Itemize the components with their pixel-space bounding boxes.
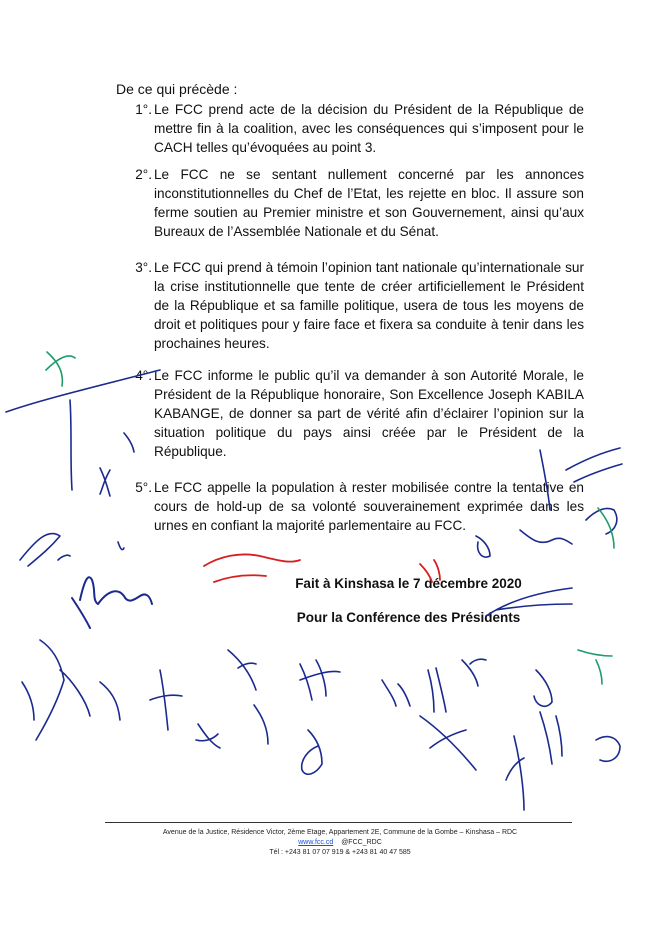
point-text: Le FCC qui prend à témoin l’opinion tant nationale qu’internationale sur la crise institutionnelle que tente de créer artificiellement le Président de la République et sa famille politique, usera de tous les moyens de droit et politiques pour y faire face et fixera sa conduite à tenir dans les prochaines heures. xyxy=(154,260,584,351)
point-text: Le FCC appelle la population à rester mobilisée contre la tentative en cours de hold-up de sa volonté souverainement exprimée dans les urnes en confiant la majorité parlementaire au FCC. xyxy=(154,480,584,533)
point-3 xyxy=(116,258,584,353)
point-1 xyxy=(116,100,584,157)
intro-line: De ce qui précède : xyxy=(116,81,238,97)
place-date: Fait à Kinshasa le 7 décembre 2020 xyxy=(295,576,522,591)
footer-contacts xyxy=(90,838,590,847)
point-4 xyxy=(116,366,584,461)
point-text: Le FCC informe le public qu’il va demander à son Autorité Morale, le Président de la République honoraire, Son Excellence Joseph KABILA KABANGE, de donner sa part de vérité afin d’éclairer l’opinion sur la situation politique du pays ainsi créée par le Président de la République. xyxy=(154,368,584,459)
point-number: 1°. xyxy=(135,102,152,117)
website-link[interactable]: www.fcc.cd xyxy=(298,839,334,846)
point-number: 4°. xyxy=(135,368,152,383)
point-text: Le FCC ne se sentant nullement concerné par les annonces inconstitutionnelles du Chef de l’Etat, les rejette en bloc. Il assure son ferme soutien au Premier ministre et son Gouvernement, ainsi qu’aux Bureaux de l’Assemblée Nationale et du Sénat. xyxy=(154,167,584,239)
point-text: Le FCC prend acte de la décision du Président de la République de mettre fin à la coalition, avec les conséquences qui s’imposent pour le CACH telles qu’évoquées au point 3. xyxy=(154,102,584,155)
footer-phone: Tél : +243 81 07 07 919 & +243 81 40 47 585 xyxy=(269,849,411,856)
point-number: 2°. xyxy=(135,167,152,182)
point-5 xyxy=(116,478,584,535)
social-handle: @FCC_RDC xyxy=(341,839,382,846)
signatory-line: Pour la Conférence des Présidents xyxy=(296,610,521,625)
footer-address: Avenue de la Justice, Résidence Victor, 2ème Etage, Appartement 2E, Commune de la Gombe – Kinshasa – RDC xyxy=(162,829,518,836)
footer-divider xyxy=(105,822,572,823)
point-number: 3°. xyxy=(135,260,152,275)
point-2 xyxy=(116,165,584,241)
point-number: 5°. xyxy=(135,480,152,495)
